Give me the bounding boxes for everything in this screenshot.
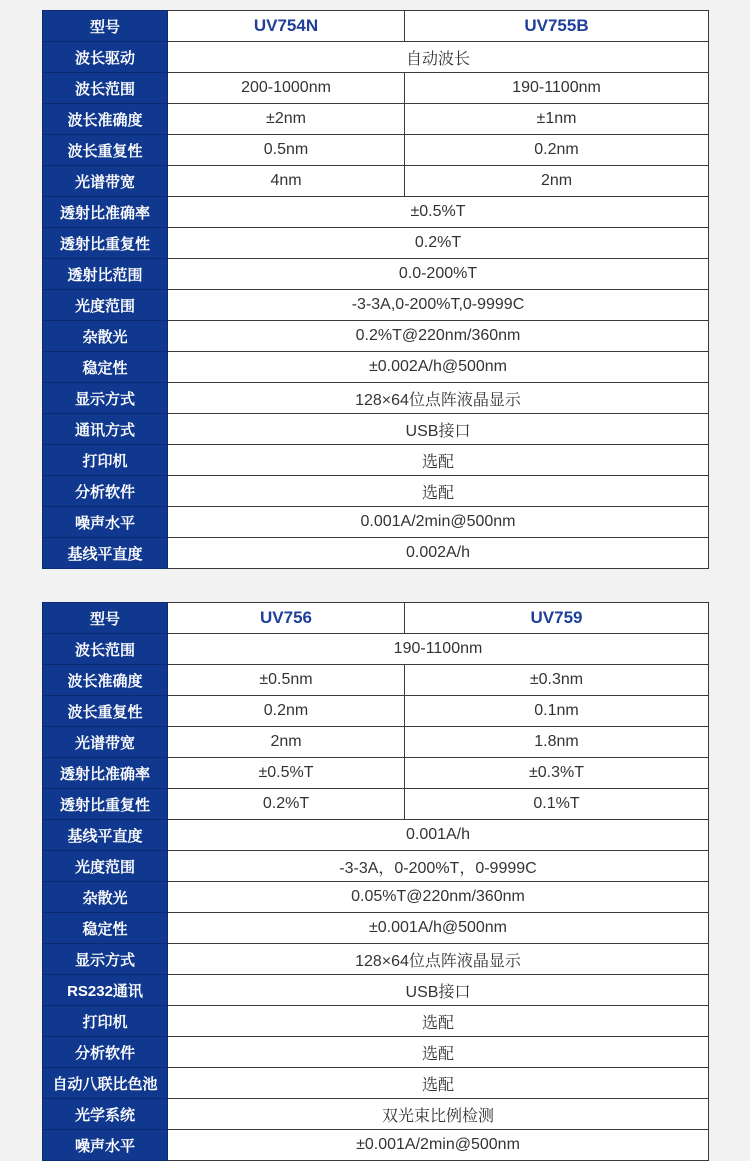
spec-value: 190-1100nm xyxy=(168,634,709,665)
spec-value: 128×64位点阵液晶显示 xyxy=(168,944,709,975)
spec-value: -3-3A，0-200%T，0-9999C xyxy=(168,851,709,882)
spec-value: 0.2%T@220nm/360nm xyxy=(168,321,709,352)
spec-value: 1.8nm xyxy=(405,727,709,758)
spec-value: 0.1%T xyxy=(405,789,709,820)
spec-value: ±2nm xyxy=(168,104,405,135)
spec-value: 190-1100nm xyxy=(405,73,709,104)
spec-table-uv756-uv759 xyxy=(42,602,709,1161)
spec-row xyxy=(43,727,709,758)
spec-value: ±0.3%T xyxy=(405,758,709,789)
spec-label: 分析软件 xyxy=(43,1037,168,1068)
spec-row xyxy=(43,758,709,789)
spec-value: 2nm xyxy=(168,727,405,758)
spec-value: 0.2%T xyxy=(168,789,405,820)
spec-label: 显示方式 xyxy=(43,383,168,414)
spec-value: 双光束比例检测 xyxy=(168,1099,709,1130)
spec-row xyxy=(43,1099,709,1130)
spec-row xyxy=(43,1037,709,1068)
spec-row xyxy=(43,1068,709,1099)
spec-value: 选配 xyxy=(168,1006,709,1037)
spec-value: 0.002A/h xyxy=(168,538,709,569)
spec-label: 噪声水平 xyxy=(43,507,168,538)
spec-value: 选配 xyxy=(168,476,709,507)
spec-row xyxy=(43,104,709,135)
header-row xyxy=(43,11,709,42)
spec-label: 稳定性 xyxy=(43,913,168,944)
model-header-label: 型号 xyxy=(43,11,168,42)
spec-label: 基线平直度 xyxy=(43,820,168,851)
spec-label: 噪声水平 xyxy=(43,1130,168,1161)
spec-row xyxy=(43,665,709,696)
spec-label: 波长准确度 xyxy=(43,104,168,135)
spec-row xyxy=(43,290,709,321)
spec-value: 选配 xyxy=(168,1068,709,1099)
spec-row xyxy=(43,228,709,259)
spec-value: 自动波长 xyxy=(168,42,709,73)
spec-label: 波长重复性 xyxy=(43,135,168,166)
spec-row xyxy=(43,634,709,665)
spec-value: 0.2nm xyxy=(168,696,405,727)
spec-label: 波长范围 xyxy=(43,73,168,104)
spec-value: ±0.001A/2min@500nm xyxy=(168,1130,709,1161)
spec-row xyxy=(43,321,709,352)
spec-value: ±0.001A/h@500nm xyxy=(168,913,709,944)
spec-label: 基线平直度 xyxy=(43,538,168,569)
model-name: UV756 xyxy=(168,603,405,634)
spec-label: 自动八联比色池 xyxy=(43,1068,168,1099)
spec-label: 波长范围 xyxy=(43,634,168,665)
spec-value: 0.05%T@220nm/360nm xyxy=(168,882,709,913)
spec-row xyxy=(43,383,709,414)
spec-row xyxy=(43,259,709,290)
spec-row xyxy=(43,197,709,228)
spec-value: 选配 xyxy=(168,445,709,476)
model-name: UV759 xyxy=(405,603,709,634)
spec-label: 光度范围 xyxy=(43,851,168,882)
spec-label: 波长重复性 xyxy=(43,696,168,727)
spec-value: 200-1000nm xyxy=(168,73,405,104)
spec-label: 光度范围 xyxy=(43,290,168,321)
spec-row xyxy=(43,696,709,727)
spec-value: ±0.002A/h@500nm xyxy=(168,352,709,383)
spec-label: 稳定性 xyxy=(43,352,168,383)
spec-row xyxy=(43,975,709,1006)
spec-label: 光谱带宽 xyxy=(43,166,168,197)
model-name: UV755B xyxy=(405,11,709,42)
spec-table-uv754n-uv755b xyxy=(42,10,709,569)
spec-value: 0.001A/2min@500nm xyxy=(168,507,709,538)
spec-label: 波长驱动 xyxy=(43,42,168,73)
spec-value: 0.5nm xyxy=(168,135,405,166)
spec-row xyxy=(43,166,709,197)
spec-row xyxy=(43,1130,709,1161)
spec-row xyxy=(43,882,709,913)
spec-row xyxy=(43,913,709,944)
spec-value: ±1nm xyxy=(405,104,709,135)
spec-row xyxy=(43,414,709,445)
spec-label: 通讯方式 xyxy=(43,414,168,445)
spec-label: 光谱带宽 xyxy=(43,727,168,758)
spec-value: 0.2nm xyxy=(405,135,709,166)
header-row xyxy=(43,603,709,634)
spec-label: 透射比范围 xyxy=(43,259,168,290)
spec-value: 0.2%T xyxy=(168,228,709,259)
spec-label: 打印机 xyxy=(43,1006,168,1037)
spec-row xyxy=(43,476,709,507)
spec-label: 显示方式 xyxy=(43,944,168,975)
spec-row xyxy=(43,944,709,975)
spec-label: 透射比准确率 xyxy=(43,758,168,789)
spec-label: 光学系统 xyxy=(43,1099,168,1130)
spec-row xyxy=(43,820,709,851)
model-header-label: 型号 xyxy=(43,603,168,634)
spec-value: 4nm xyxy=(168,166,405,197)
spec-label: 打印机 xyxy=(43,445,168,476)
spec-row xyxy=(43,1006,709,1037)
spec-label: 透射比准确率 xyxy=(43,197,168,228)
spec-row xyxy=(43,538,709,569)
spec-value: 0.1nm xyxy=(405,696,709,727)
spec-value: ±0.5%T xyxy=(168,197,709,228)
spec-row xyxy=(43,789,709,820)
spec-value: 2nm xyxy=(405,166,709,197)
spec-label: 透射比重复性 xyxy=(43,789,168,820)
spec-label: 杂散光 xyxy=(43,321,168,352)
spec-value: 选配 xyxy=(168,1037,709,1068)
spec-value: -3-3A,0-200%T,0-9999C xyxy=(168,290,709,321)
spec-row xyxy=(43,73,709,104)
spec-row xyxy=(43,851,709,882)
spec-row xyxy=(43,42,709,73)
spec-row xyxy=(43,445,709,476)
spec-value: USB接口 xyxy=(168,975,709,1006)
spec-value: ±0.3nm xyxy=(405,665,709,696)
spec-label: 杂散光 xyxy=(43,882,168,913)
spec-row xyxy=(43,135,709,166)
spec-value: ±0.5nm xyxy=(168,665,405,696)
spec-row xyxy=(43,507,709,538)
spec-value: USB接口 xyxy=(168,414,709,445)
spec-value: ±0.5%T xyxy=(168,758,405,789)
spec-row xyxy=(43,352,709,383)
spec-label: RS232通讯 xyxy=(43,975,168,1006)
model-name: UV754N xyxy=(168,11,405,42)
spec-label: 透射比重复性 xyxy=(43,228,168,259)
spec-value: 0.001A/h xyxy=(168,820,709,851)
spec-value: 0.0-200%T xyxy=(168,259,709,290)
spec-label: 波长准确度 xyxy=(43,665,168,696)
spec-label: 分析软件 xyxy=(43,476,168,507)
spec-value: 128×64位点阵液晶显示 xyxy=(168,383,709,414)
